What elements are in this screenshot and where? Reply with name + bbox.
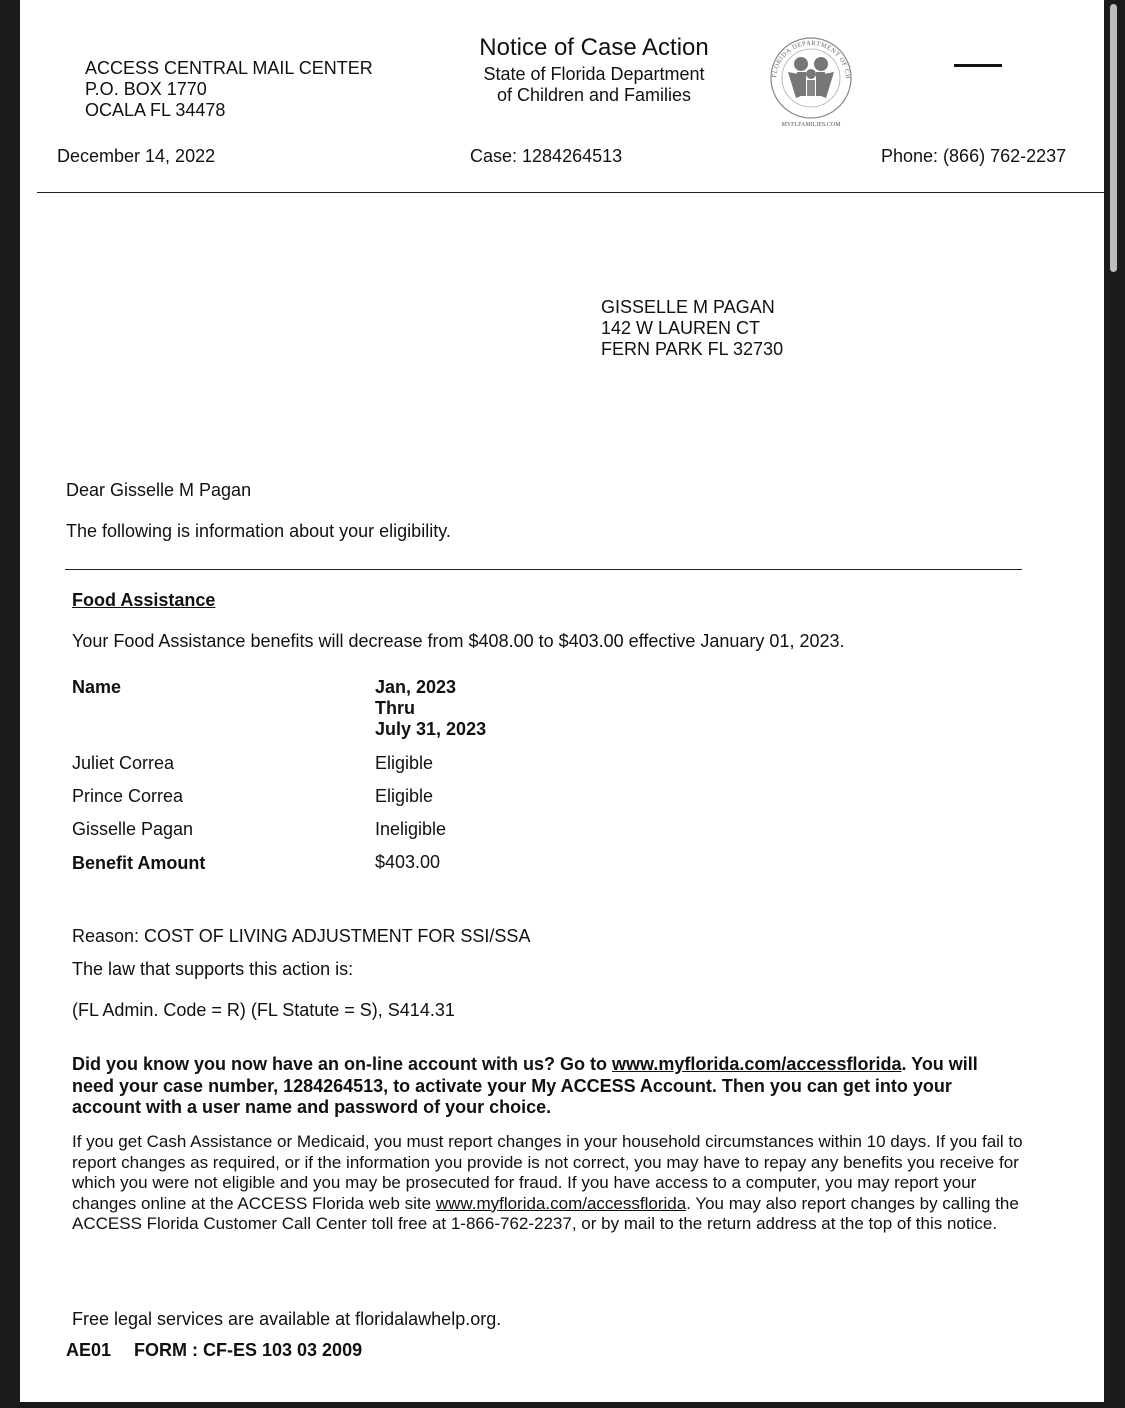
- recipient-line: GISSELLE M PAGAN: [601, 297, 775, 317]
- case-number: Case: 1284264513: [470, 146, 623, 166]
- recipient-line: 142 W LAUREN CT: [601, 318, 761, 338]
- table-row: [72, 786, 183, 807]
- benefit-amount-value: $403.00: [375, 852, 441, 872]
- mail-center-address: [85, 58, 373, 121]
- reporting-paragraph: [72, 1132, 1032, 1235]
- access-florida-link[interactable]: www.myflorida.com/accessflorida: [435, 1193, 687, 1213]
- dcf-logo: [764, 34, 858, 128]
- document-page: [20, 0, 1104, 1402]
- notice-title: Notice of Case Action: [479, 34, 709, 61]
- agency-line: State of Florida Department: [483, 64, 705, 84]
- member-name: Gisselle Pagan: [72, 819, 194, 839]
- law-intro: The law that supports this action is:: [72, 959, 354, 979]
- column-header-period: [375, 677, 486, 740]
- intro-text: The following is information about your eligibility.: [66, 521, 451, 541]
- scrollbar[interactable]: [1104, 0, 1125, 1408]
- footer-form-number: FORM : CF-ES 103 03 2009: [134, 1340, 363, 1360]
- section-divider: [65, 569, 1022, 570]
- phone-number: Phone: (866) 762-2237: [881, 146, 1067, 166]
- member-status: Eligible: [375, 753, 434, 773]
- online-text: . You will need your case number, 1284264513, to activate your My ACCESS Account. Then you can get into your account with a user name and password of your choice.: [72, 1054, 978, 1117]
- food-assistance-heading: Food Assistance: [72, 590, 216, 610]
- period-line: July 31, 2023: [375, 719, 487, 739]
- online-account-notice: [72, 1054, 1022, 1119]
- scrollbar-thumb[interactable]: [1110, 4, 1117, 272]
- member-name: Prince Correa: [72, 786, 184, 806]
- report-text: . You may also report changes by calling the ACCESS Florida Customer Call Center toll free at 1-866-762-2237, or by mail to the return address at the top of this notice.: [72, 1193, 1019, 1233]
- mail-center-line: OCALA FL 34478: [85, 100, 226, 120]
- logo-url: MYFLFAMILIES.COM: [781, 122, 841, 128]
- mail-center-line: ACCESS CENTRAL MAIL CENTER: [85, 58, 373, 78]
- online-text: Did you know you now have an on-line account with us? Go to: [72, 1054, 613, 1074]
- recipient-address: [601, 297, 783, 360]
- mail-center-line: P.O. BOX 1770: [85, 79, 207, 99]
- column-header-name: Name: [72, 677, 122, 697]
- period-line: Jan, 2023: [375, 677, 457, 697]
- member-name: Juliet Correa: [72, 753, 175, 773]
- member-status: Eligible: [375, 786, 434, 806]
- law-citation: (FL Admin. Code = R) (FL Statute = S), S414.31: [72, 1000, 455, 1020]
- greeting: Dear Gisselle M Pagan: [66, 480, 252, 500]
- footer-code: AE01: [66, 1340, 112, 1360]
- agency-line: of Children and Families: [496, 85, 692, 105]
- access-florida-link[interactable]: www.myflorida.com/accessflorida: [612, 1054, 902, 1074]
- title-block: [434, 34, 754, 106]
- corner-dash: [954, 64, 1002, 67]
- notice-date: December 14, 2022: [57, 146, 216, 166]
- table-row: [72, 753, 174, 774]
- recipient-line: FERN PARK FL 32730: [601, 339, 784, 359]
- benefit-amount-label: Benefit Amount: [72, 853, 206, 873]
- legal-services-text: Free legal services are available at floridalawhelp.org.: [72, 1309, 502, 1329]
- member-status: Ineligible: [375, 819, 447, 839]
- header-divider: [37, 192, 1104, 193]
- period-line: Thru: [375, 698, 415, 718]
- logo-ring-text: FLORIDA DEPARTMENT OF CH: [771, 39, 852, 80]
- reason-text: Reason: COST OF LIVING ADJUSTMENT FOR SSI/SSA: [72, 926, 531, 946]
- report-text: If you get Cash Assistance or Medicaid, you must report changes in your household circumstances within 10 days. If you fail to report changes as required, or if the information you provide is not correct, you may have to repay any benefits you receive for which you were not eligible and you may be prosecuted for fraud. If you have access to a computer, you may report your changes online at the ACCESS Florida web site: [72, 1132, 1023, 1213]
- table-row: [72, 819, 193, 840]
- benefit-statement: Your Food Assistance benefits will decrease from $408.00 to $403.00 effective January 01, 2023.: [72, 631, 845, 651]
